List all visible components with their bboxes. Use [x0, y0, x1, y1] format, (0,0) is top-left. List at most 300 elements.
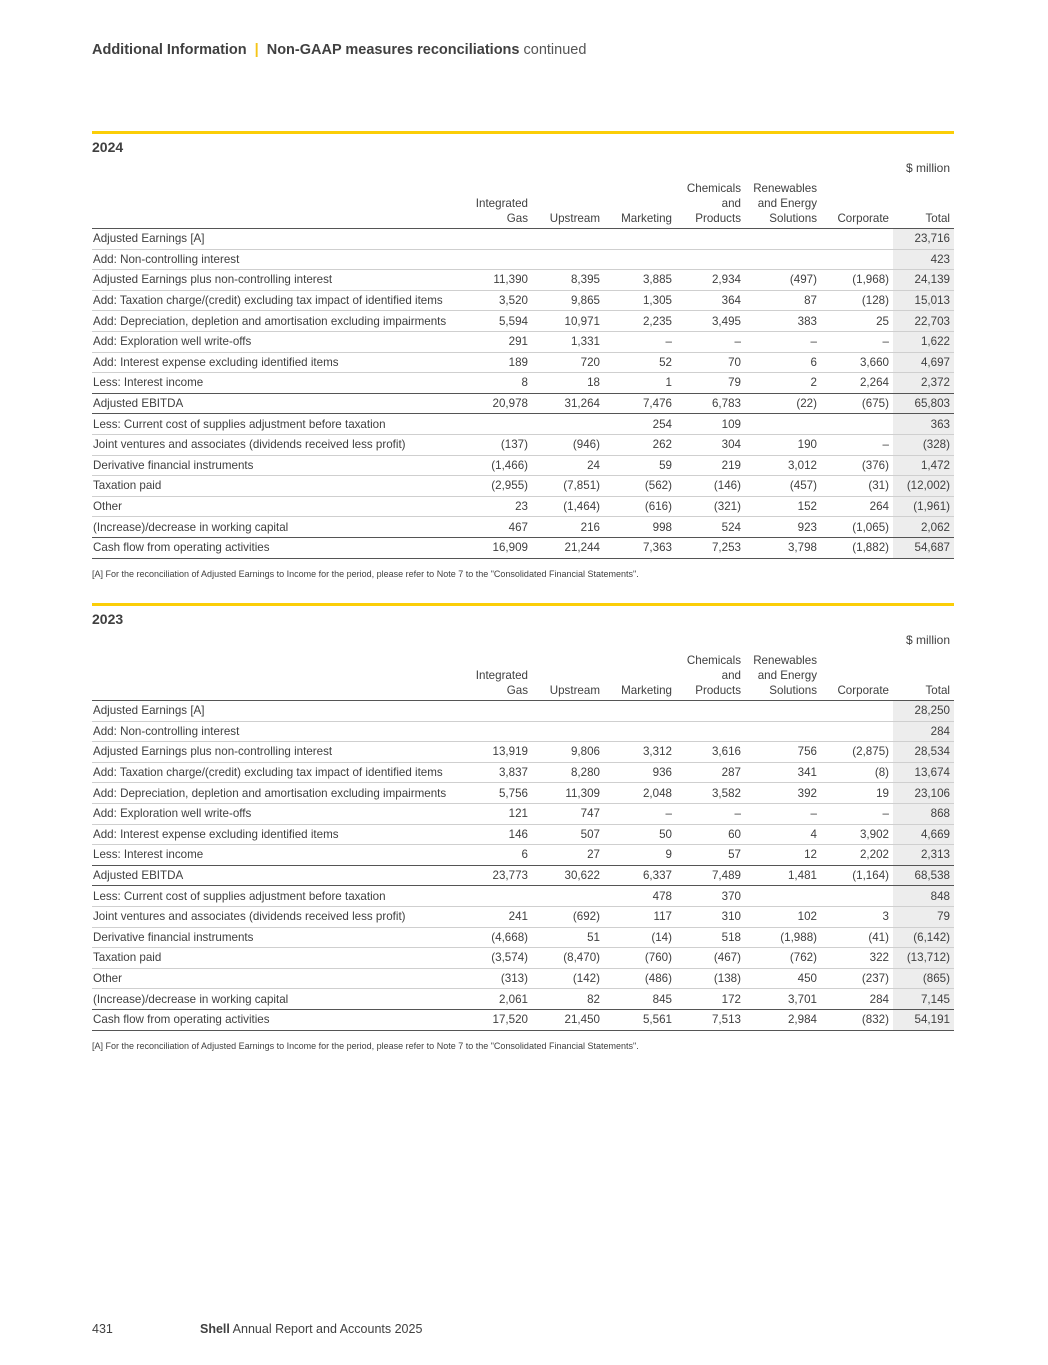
column-header-line: Gas — [506, 212, 528, 225]
column-header — [462, 653, 532, 701]
cell-total: 68,538 — [893, 865, 954, 886]
unit-label: $ million — [905, 161, 950, 175]
row-label: Other — [92, 968, 462, 989]
cell-marketing: 6,337 — [604, 865, 676, 886]
cell-marketing: 52 — [604, 352, 676, 373]
cell-total: 23,106 — [893, 783, 954, 804]
cell-total: 79 — [893, 906, 954, 927]
cell-marketing — [604, 701, 676, 722]
cell-upstream: 21,244 — [532, 537, 604, 558]
cell-marketing: (760) — [604, 948, 676, 969]
cell-total: (1,961) — [893, 496, 954, 517]
cell-marketing: (562) — [604, 476, 676, 497]
financial-table — [92, 181, 954, 559]
row-label: Adjusted Earnings [A] — [92, 229, 462, 250]
cell-upstream: 10,971 — [532, 311, 604, 332]
cell-renewables-and-energy-solutions: – — [745, 331, 821, 352]
cell-corporate: 3,902 — [821, 824, 893, 845]
cell-corporate: (8) — [821, 762, 893, 783]
cell-renewables-and-energy-solutions: 102 — [745, 906, 821, 927]
column-header-line: Integrated — [475, 669, 528, 682]
cell-corporate: 3,660 — [821, 352, 893, 373]
cell-corporate: 3 — [821, 906, 893, 927]
row-label: (Increase)/decrease in working capital — [92, 989, 462, 1010]
cell-corporate: – — [821, 803, 893, 824]
cell-chemicals-and-products: (138) — [676, 968, 745, 989]
cell-upstream: 18 — [532, 373, 604, 394]
row-label: Add: Depreciation, depletion and amortisation excluding impairments — [92, 311, 462, 332]
cell-marketing: 7,363 — [604, 537, 676, 558]
column-header-line: Total — [925, 684, 950, 697]
cell-renewables-and-energy-solutions: 87 — [745, 290, 821, 311]
row-label: Taxation paid — [92, 476, 462, 497]
table-row — [92, 989, 954, 1010]
table-row — [92, 948, 954, 969]
cell-integrated-gas: 23,773 — [462, 865, 532, 886]
cell-marketing: (14) — [604, 927, 676, 948]
row-label: (Increase)/decrease in working capital — [92, 517, 462, 538]
column-header-line: Chemicals — [686, 182, 741, 195]
column-header-line: Upstream — [549, 212, 600, 225]
row-label: Cash flow from operating activities — [92, 537, 462, 558]
column-header-line: and — [721, 669, 741, 682]
table-row — [92, 1009, 954, 1030]
table-year: 2024 — [92, 139, 124, 155]
cell-renewables-and-energy-solutions — [745, 414, 821, 435]
cell-renewables-and-energy-solutions: 392 — [745, 783, 821, 804]
table-row — [92, 701, 954, 722]
cell-total: 22,703 — [893, 311, 954, 332]
cell-renewables-and-energy-solutions — [745, 249, 821, 270]
column-header-line: and Energy — [757, 669, 817, 682]
cell-chemicals-and-products — [676, 249, 745, 270]
cell-renewables-and-energy-solutions: 383 — [745, 311, 821, 332]
cell-corporate: (1,164) — [821, 865, 893, 886]
cell-integrated-gas: 16,909 — [462, 537, 532, 558]
cell-chemicals-and-products: 370 — [676, 886, 745, 907]
table-row — [92, 886, 954, 907]
cell-upstream — [532, 249, 604, 270]
brand-name: Shell — [200, 1322, 230, 1336]
cell-integrated-gas — [462, 721, 532, 742]
cell-upstream: (7,851) — [532, 476, 604, 497]
table-row — [92, 373, 954, 394]
cell-upstream: 11,309 — [532, 783, 604, 804]
column-header-line: Total — [925, 212, 950, 225]
cell-renewables-and-energy-solutions: 2 — [745, 373, 821, 394]
cell-total: 4,669 — [893, 824, 954, 845]
cell-marketing: – — [604, 803, 676, 824]
cell-marketing — [604, 721, 676, 742]
cell-marketing: 3,312 — [604, 742, 676, 763]
cell-chemicals-and-products: 3,616 — [676, 742, 745, 763]
cell-total: 54,687 — [893, 537, 954, 558]
cell-chemicals-and-products: 7,513 — [676, 1009, 745, 1030]
cell-integrated-gas: 146 — [462, 824, 532, 845]
column-header — [745, 653, 821, 701]
table-row — [92, 783, 954, 804]
cell-upstream: 747 — [532, 803, 604, 824]
cell-marketing: 3,885 — [604, 270, 676, 291]
table-row — [92, 496, 954, 517]
cell-upstream: 31,264 — [532, 393, 604, 414]
column-header-line: Marketing — [621, 684, 672, 697]
cell-corporate: – — [821, 331, 893, 352]
cell-chemicals-and-products: 524 — [676, 517, 745, 538]
table-year: 2023 — [92, 611, 124, 627]
cell-chemicals-and-products: 79 — [676, 373, 745, 394]
column-header — [821, 181, 893, 229]
row-label: Adjusted EBITDA — [92, 393, 462, 414]
cell-upstream — [532, 229, 604, 250]
table-row — [92, 968, 954, 989]
cell-marketing: 936 — [604, 762, 676, 783]
cell-integrated-gas: 467 — [462, 517, 532, 538]
row-label: Less: Interest income — [92, 373, 462, 394]
row-label: Other — [92, 496, 462, 517]
table-row — [92, 455, 954, 476]
cell-marketing: 7,476 — [604, 393, 676, 414]
cell-upstream — [532, 886, 604, 907]
cell-renewables-and-energy-solutions — [745, 229, 821, 250]
cell-total: 4,697 — [893, 352, 954, 373]
cell-corporate: (675) — [821, 393, 893, 414]
cell-chemicals-and-products: 172 — [676, 989, 745, 1010]
cell-total: 15,013 — [893, 290, 954, 311]
cell-integrated-gas: 23 — [462, 496, 532, 517]
table-row — [92, 517, 954, 538]
cell-marketing: 998 — [604, 517, 676, 538]
cell-corporate: (376) — [821, 455, 893, 476]
row-label: Adjusted Earnings plus non-controlling interest — [92, 742, 462, 763]
cell-total: (328) — [893, 434, 954, 455]
cell-chemicals-and-products: 7,489 — [676, 865, 745, 886]
cell-corporate — [821, 414, 893, 435]
cell-upstream: 9,806 — [532, 742, 604, 763]
cell-corporate: (1,968) — [821, 270, 893, 291]
cell-integrated-gas: 5,756 — [462, 783, 532, 804]
cell-total: 2,372 — [893, 373, 954, 394]
cell-total: (6,142) — [893, 927, 954, 948]
cell-chemicals-and-products — [676, 701, 745, 722]
cell-renewables-and-energy-solutions: – — [745, 803, 821, 824]
column-header-line: Products — [695, 684, 741, 697]
cell-integrated-gas: 3,837 — [462, 762, 532, 783]
cell-marketing: 2,048 — [604, 783, 676, 804]
cell-chemicals-and-products: (467) — [676, 948, 745, 969]
cell-corporate: (128) — [821, 290, 893, 311]
cell-corporate: 2,264 — [821, 373, 893, 394]
cell-corporate: 322 — [821, 948, 893, 969]
cell-total: 7,145 — [893, 989, 954, 1010]
report-title: Annual Report and Accounts 2025 — [232, 1322, 423, 1336]
table-row — [92, 721, 954, 742]
cell-integrated-gas — [462, 249, 532, 270]
cell-marketing: 2,235 — [604, 311, 676, 332]
cell-integrated-gas: 20,978 — [462, 393, 532, 414]
column-header — [532, 181, 604, 229]
cell-chemicals-and-products: 70 — [676, 352, 745, 373]
table-section-2024 — [92, 131, 954, 579]
cell-chemicals-and-products: 310 — [676, 906, 745, 927]
cell-corporate: 25 — [821, 311, 893, 332]
cell-upstream: 216 — [532, 517, 604, 538]
section-rule — [92, 131, 954, 134]
row-label: Add: Depreciation, depletion and amortisation excluding impairments — [92, 783, 462, 804]
cell-renewables-and-energy-solutions — [745, 721, 821, 742]
cell-upstream: (1,464) — [532, 496, 604, 517]
cell-corporate: (1,065) — [821, 517, 893, 538]
cell-integrated-gas: 241 — [462, 906, 532, 927]
cell-corporate: 264 — [821, 496, 893, 517]
cell-chemicals-and-products: 3,582 — [676, 783, 745, 804]
cell-upstream — [532, 414, 604, 435]
row-label: Add: Non-controlling interest — [92, 721, 462, 742]
table-row — [92, 537, 954, 558]
cell-total: (13,712) — [893, 948, 954, 969]
table-row — [92, 762, 954, 783]
cell-total: 363 — [893, 414, 954, 435]
cell-chemicals-and-products: 518 — [676, 927, 745, 948]
cell-marketing: 1 — [604, 373, 676, 394]
cell-renewables-and-energy-solutions: 190 — [745, 434, 821, 455]
cell-integrated-gas: 6 — [462, 845, 532, 866]
cell-integrated-gas: (137) — [462, 434, 532, 455]
cell-chemicals-and-products: 219 — [676, 455, 745, 476]
table-row — [92, 352, 954, 373]
cell-renewables-and-energy-solutions: (762) — [745, 948, 821, 969]
cell-renewables-and-energy-solutions: 3,701 — [745, 989, 821, 1010]
cell-upstream: (692) — [532, 906, 604, 927]
cell-integrated-gas: (4,668) — [462, 927, 532, 948]
cell-corporate: 2,202 — [821, 845, 893, 866]
column-header-line: Solutions — [769, 212, 817, 225]
cell-upstream: 1,331 — [532, 331, 604, 352]
page-header — [92, 42, 586, 58]
row-label: Derivative financial instruments — [92, 927, 462, 948]
cell-renewables-and-energy-solutions: 152 — [745, 496, 821, 517]
cell-chemicals-and-products: – — [676, 331, 745, 352]
column-header-line: and Energy — [757, 197, 817, 210]
row-label: Taxation paid — [92, 948, 462, 969]
cell-total: (12,002) — [893, 476, 954, 497]
cell-marketing: 262 — [604, 434, 676, 455]
cell-total: 1,472 — [893, 455, 954, 476]
cell-chemicals-and-products: 287 — [676, 762, 745, 783]
column-header — [532, 653, 604, 701]
row-label: Adjusted Earnings [A] — [92, 701, 462, 722]
cell-marketing: 117 — [604, 906, 676, 927]
table-row — [92, 434, 954, 455]
cell-renewables-and-energy-solutions: 3,012 — [745, 455, 821, 476]
cell-total: 423 — [893, 249, 954, 270]
cell-renewables-and-energy-solutions: (457) — [745, 476, 821, 497]
row-label: Adjusted EBITDA — [92, 865, 462, 886]
cell-chemicals-and-products: 109 — [676, 414, 745, 435]
column-header — [821, 653, 893, 701]
column-header-line: Marketing — [621, 212, 672, 225]
cell-integrated-gas — [462, 701, 532, 722]
cell-chemicals-and-products — [676, 229, 745, 250]
cell-corporate: (832) — [821, 1009, 893, 1030]
cell-marketing — [604, 229, 676, 250]
row-label: Adjusted Earnings plus non-controlling interest — [92, 270, 462, 291]
column-header-line: Corporate — [837, 684, 889, 697]
cell-chemicals-and-products: 6,783 — [676, 393, 745, 414]
cell-integrated-gas: 189 — [462, 352, 532, 373]
cell-integrated-gas: (3,574) — [462, 948, 532, 969]
cell-marketing: – — [604, 331, 676, 352]
table-row — [92, 476, 954, 497]
cell-corporate — [821, 249, 893, 270]
cell-upstream: 51 — [532, 927, 604, 948]
cell-chemicals-and-products: 304 — [676, 434, 745, 455]
cell-renewables-and-energy-solutions: 6 — [745, 352, 821, 373]
row-label: Add: Interest expense excluding identified items — [92, 824, 462, 845]
cell-renewables-and-energy-solutions: 3,798 — [745, 537, 821, 558]
cell-upstream: 507 — [532, 824, 604, 845]
cell-total: 2,313 — [893, 845, 954, 866]
cell-upstream: 9,865 — [532, 290, 604, 311]
cell-integrated-gas: 17,520 — [462, 1009, 532, 1030]
table-row — [92, 290, 954, 311]
header-row — [92, 653, 954, 701]
row-label: Add: Taxation charge/(credit) excluding tax impact of identified items — [92, 290, 462, 311]
table-row — [92, 270, 954, 291]
cell-integrated-gas — [462, 229, 532, 250]
header-row — [92, 181, 954, 229]
cell-marketing — [604, 249, 676, 270]
table-row — [92, 414, 954, 435]
cell-corporate: (1,882) — [821, 537, 893, 558]
cell-chemicals-and-products: 364 — [676, 290, 745, 311]
cell-total: (865) — [893, 968, 954, 989]
table-row — [92, 742, 954, 763]
cell-integrated-gas: 8 — [462, 373, 532, 394]
cell-integrated-gas — [462, 886, 532, 907]
cell-renewables-and-energy-solutions: (1,988) — [745, 927, 821, 948]
cell-marketing: 5,561 — [604, 1009, 676, 1030]
cell-corporate: (2,875) — [821, 742, 893, 763]
row-label: Add: Exploration well write-offs — [92, 803, 462, 824]
section-rule — [92, 603, 954, 606]
unit-label: $ million — [905, 633, 950, 647]
cell-chemicals-and-products: (321) — [676, 496, 745, 517]
column-header-line: Upstream — [549, 684, 600, 697]
column-header-line: and — [721, 197, 741, 210]
column-header — [893, 181, 954, 229]
cell-upstream: 24 — [532, 455, 604, 476]
cell-upstream — [532, 701, 604, 722]
row-label: Cash flow from operating activities — [92, 1009, 462, 1030]
row-label: Less: Interest income — [92, 845, 462, 866]
table-row — [92, 906, 954, 927]
cell-upstream: 8,280 — [532, 762, 604, 783]
header-label-blank — [92, 181, 462, 229]
row-label: Less: Current cost of supplies adjustment before taxation — [92, 886, 462, 907]
cell-marketing: (616) — [604, 496, 676, 517]
table-row — [92, 393, 954, 414]
cell-upstream: (946) — [532, 434, 604, 455]
row-label: Less: Current cost of supplies adjustment before taxation — [92, 414, 462, 435]
cell-renewables-and-energy-solutions: 341 — [745, 762, 821, 783]
cell-upstream: (142) — [532, 968, 604, 989]
cell-chemicals-and-products: 60 — [676, 824, 745, 845]
page-title: Non-GAAP measures reconciliations — [266, 42, 520, 58]
section-name: Additional Information — [92, 42, 247, 58]
table-row — [92, 331, 954, 352]
cell-integrated-gas: (2,955) — [462, 476, 532, 497]
cell-upstream: 82 — [532, 989, 604, 1010]
cell-corporate — [821, 721, 893, 742]
cell-renewables-and-energy-solutions: 1,481 — [745, 865, 821, 886]
cell-upstream: 8,395 — [532, 270, 604, 291]
footnote: [A] For the reconciliation of Adjusted Earnings to Income for the period, please refer to Note 7 to the "Consolidated Financial Statements". — [92, 568, 639, 579]
page-footer — [92, 1322, 422, 1336]
financial-table — [92, 653, 954, 1031]
cell-renewables-and-energy-solutions: 4 — [745, 824, 821, 845]
column-header-line: Solutions — [769, 684, 817, 697]
row-label: Add: Interest expense excluding identified items — [92, 352, 462, 373]
column-header — [676, 181, 745, 229]
cell-corporate — [821, 886, 893, 907]
column-header — [745, 181, 821, 229]
cell-upstream: 30,622 — [532, 865, 604, 886]
cell-upstream — [532, 721, 604, 742]
cell-chemicals-and-products: 7,253 — [676, 537, 745, 558]
table-row — [92, 311, 954, 332]
cell-total: 24,139 — [893, 270, 954, 291]
cell-integrated-gas: 13,919 — [462, 742, 532, 763]
cell-upstream: 720 — [532, 352, 604, 373]
cell-total: 28,534 — [893, 742, 954, 763]
cell-upstream: 27 — [532, 845, 604, 866]
table-row — [92, 824, 954, 845]
column-header-line: Gas — [506, 684, 528, 697]
cell-chemicals-and-products: 2,934 — [676, 270, 745, 291]
cell-total: 2,062 — [893, 517, 954, 538]
table-section-2023 — [92, 603, 954, 1051]
cell-marketing: (486) — [604, 968, 676, 989]
cell-chemicals-and-products: (146) — [676, 476, 745, 497]
cell-total: 848 — [893, 886, 954, 907]
cell-total: 28,250 — [893, 701, 954, 722]
cell-chemicals-and-products: – — [676, 803, 745, 824]
header-label-blank — [92, 653, 462, 701]
cell-corporate: – — [821, 434, 893, 455]
cell-chemicals-and-products: 3,495 — [676, 311, 745, 332]
cell-corporate: 19 — [821, 783, 893, 804]
cell-total: 65,803 — [893, 393, 954, 414]
cell-marketing: 254 — [604, 414, 676, 435]
cell-renewables-and-energy-solutions: 756 — [745, 742, 821, 763]
table-row — [92, 845, 954, 866]
column-header-line: Products — [695, 212, 741, 225]
column-header — [604, 181, 676, 229]
cell-integrated-gas — [462, 414, 532, 435]
cell-renewables-and-energy-solutions — [745, 886, 821, 907]
cell-renewables-and-energy-solutions: 12 — [745, 845, 821, 866]
row-label: Joint ventures and associates (dividends received less profit) — [92, 434, 462, 455]
column-header-line: Corporate — [837, 212, 889, 225]
row-label: Joint ventures and associates (dividends received less profit) — [92, 906, 462, 927]
column-header-line: Integrated — [475, 197, 528, 210]
column-header — [893, 653, 954, 701]
cell-corporate — [821, 229, 893, 250]
cell-upstream: (8,470) — [532, 948, 604, 969]
cell-integrated-gas: 11,390 — [462, 270, 532, 291]
cell-total: 13,674 — [893, 762, 954, 783]
